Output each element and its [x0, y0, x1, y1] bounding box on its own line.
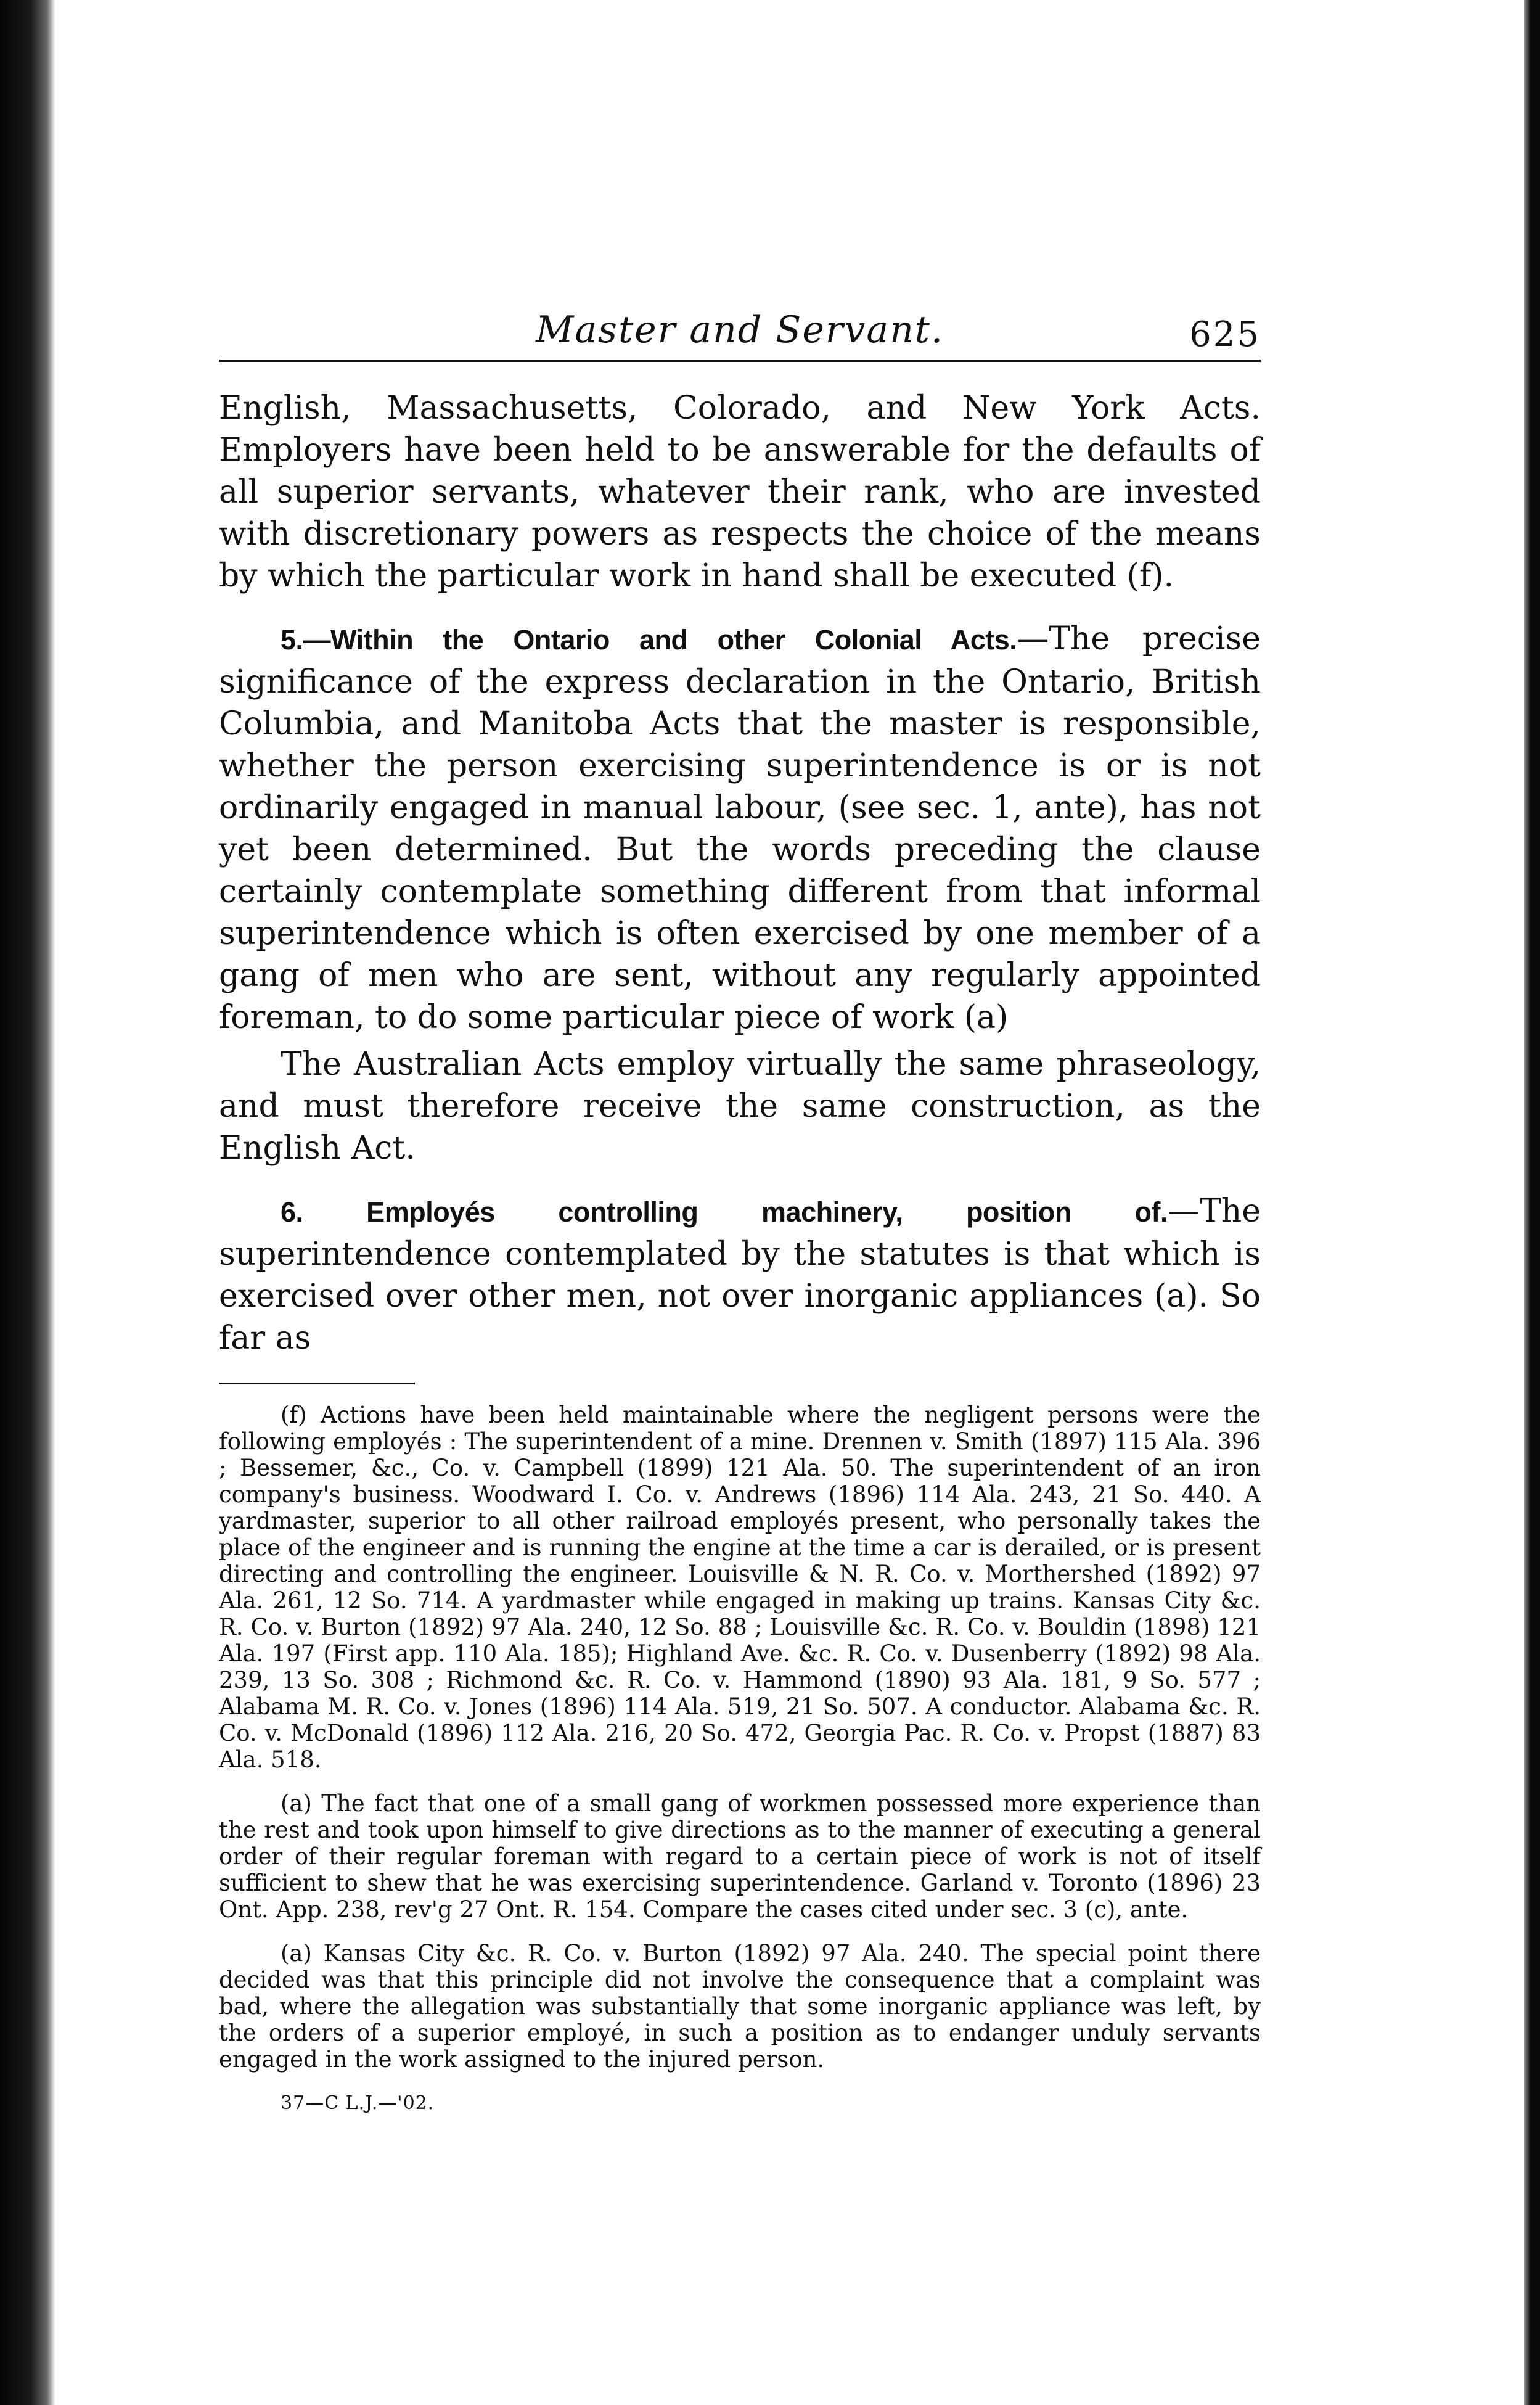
scan-border-right	[1524, 0, 1540, 2405]
footnote-a-first: (a) The fact that one of a small gang of workmen possessed more experience than the rest and took upon himself to give directions as to the manner of executing a general order of their regular foreman with regard to a certain piece of work is not of itself sufficient to shew that he was exercising superintendence. Garland v. Toronto (1896) 23 Ont. App. 238, rev'g 27 Ont. R. 154. Compare the cases cited under sec. 3 (c), ante.	[219, 1790, 1261, 1923]
main-text	[219, 387, 1261, 1359]
section-5-heading: 5.—Within the Ontario and other Colonial Acts.	[281, 624, 1017, 656]
header-rule	[219, 360, 1261, 362]
section-5-paragraph	[219, 618, 1261, 1038]
section-6-heading: 6. Employés controlling machinery, position of.	[281, 1196, 1168, 1228]
section-6-text: —The superintendence contemplated by the statutes is that which is exercised over other men, not over inorganic appliances (a). So far as	[219, 1193, 1261, 1357]
australian-acts-paragraph: The Australian Acts employ virtually the same phraseology, and must therefore receive the same construction, as the English Act.	[219, 1046, 1261, 1167]
footnotes	[219, 1402, 1261, 2116]
running-title: Master and Servant.	[535, 308, 944, 352]
section-6-paragraph	[219, 1190, 1261, 1359]
page-header	[219, 296, 1261, 370]
scan-border-left	[0, 0, 55, 2405]
footnote-f: (f) Actions have been held maintainable where the negligent persons were the following employés : The superintendent of a mine. Drennen v. Smith (1897) 115 Ala. 396 ; Bessemer, &c., Co. v. Campbell (1899) 121 Ala. 50. The superintendent of an iron company's business. Woodward I. Co. v. Andrews (1896) 114 Ala. 243, 21 So. 440. A yardmaster, superior to all other railroad employés present, who personally takes the place of the engineer and is running the engine at the time a car is derailed, or is present directing and controlling the engineer. Louisville & N. R. Co. v. Morthershed (1892) 97 Ala. 261, 12 So. 714. A yardmaster while engaged in making up trains. Kansas City &c. R. Co. v. Burton (1892) 97 Ala. 240, 12 So. 88 ; Louisville &c. R. Co. v. Bouldin (1898) 121 Ala. 197 (First app. 110 Ala. 185); Highland Ave. &c. R. Co. v. Dusenberry (1892) 98 Ala. 239, 13 So. 308 ; Richmond &c. R. Co. v. Hammond (1890) 93 Ala. 181, 9 So. 577 ; Alabama M. R. Co. v. Jones (1896) 114 Ala. 519, 21 So. 507. A conductor. Alabama &c. R. Co. v. McDonald (1896) 112 Ala. 216, 20 So. 472, Georgia Pac. R. Co. v. Propst (1887) 83 Ala. 518.	[219, 1402, 1261, 1773]
book-page	[219, 296, 1261, 2116]
paragraph-continued: English, Massachusetts, Colorado, and New York Acts. Employers have been held to be answerable for the defaults of all superior servants, whatever their rank, who are invested with discretionary powers as respects the choice of the means by which the particular work in hand shall be executed (f).	[219, 390, 1261, 594]
footnote-a-second: (a) Kansas City &c. R. Co. v. Burton (1892) 97 Ala. 240. The special point there decided was that this principle did not involve the consequence that a complaint was bad, where the allegation was substantially that some inorganic appliance was left, by the orders of a superior employé, in such a position as to endanger unduly servants engaged in the work assigned to the injured person.	[219, 1940, 1261, 2073]
printer-signature: 37—C L.J.—'02.	[281, 2092, 435, 2114]
footnote-rule	[219, 1383, 415, 1384]
section-5-text: —The precise significance of the express declaration in the Ontario, British Columbia, and Manitoba Acts that the master is responsible, whether the person exercising superintendence is or is not ordinarily engaged in manual labour, (see sec. 1, ante), has not yet been determined. But the words preceding the clause certainly contemplate something different from that informal superintendence which is often exercised by one member of a gang of men who are sent, without any regularly appointed foreman, to do some particular piece of work (a)	[219, 620, 1261, 1036]
page-number: 625	[1189, 314, 1261, 355]
